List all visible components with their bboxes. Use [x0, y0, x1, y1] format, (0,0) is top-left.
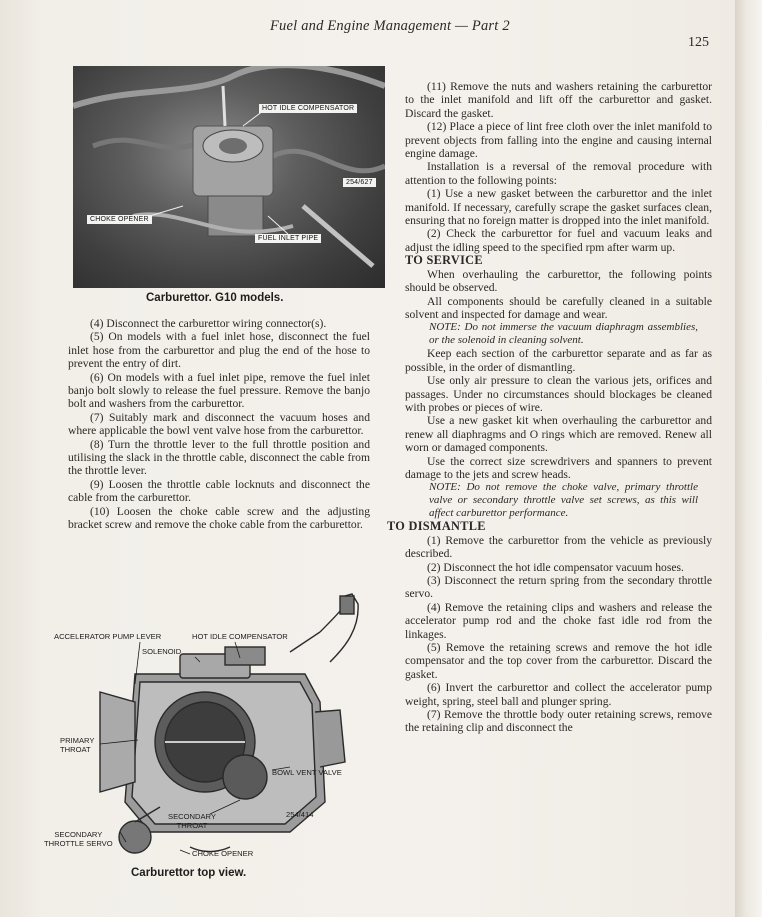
dismantle-step: (6) Invert the carburettor and collect the accelerator pump weight, spring, steel ball and plunger spring. [405, 681, 712, 708]
step-paragraph: (4) Disconnect the carburettor wiring connector(s). [90, 317, 327, 330]
service-paragraph: All components should be carefully cleaned in a suitable solvent and inspected for damage and wear. [405, 294, 712, 321]
diagram-label-secondary-throat: SECONDARY THROAT [168, 812, 216, 830]
install-intro: Installation is a reversal of the removal procedure with attention to the following points: [405, 160, 712, 187]
dismantle-step: (5) Remove the retaining screws and remove the hot idle compensator and the top cover from the carburettor. Discard the gasket. [405, 641, 712, 681]
service-paragraph: Keep each section of the carburettor separate and as far as possible, in the order of dismantling. [405, 347, 712, 374]
step-paragraph: (10) Loosen the choke cable screw and the adjusting bracket screw and remove the choke cable from the carburettor. [68, 504, 370, 532]
diagram-label-primary-throat: PRIMARY THROAT [60, 736, 95, 754]
step-paragraph: (5) On models with a fuel inlet hose, disconnect the fuel inlet hose from the carburettor and plug the end of the hose to prevent the entry of dirt. [68, 330, 370, 371]
step-paragraph: (7) Suitably mark and disconnect the vacuum hoses and where applicable the bowl vent valve hose from the carburettor. [68, 410, 370, 438]
step-paragraph: (6) On models with a fuel inlet pipe, remove the fuel inlet banjo bolt slowly to release the fuel pressure. Remove the banjo bolt and washers from the carburettor. [68, 370, 370, 411]
diagram-label-hot-idle: HOT IDLE COMPENSATOR [192, 632, 288, 641]
carburettor-photo [73, 66, 385, 288]
photo-caption: Carburettor. G10 models. [146, 292, 284, 304]
page-number: 125 [688, 35, 709, 50]
carburettor-diagram [40, 592, 370, 864]
left-column [68, 317, 370, 532]
note-cleaning: NOTE: Do not immerse the vacuum diaphragm assemblies, or the solenoid in cleaning solvent. [429, 321, 698, 347]
dismantle-step: (7) Remove the throttle body outer retaining screws, remove the retaining clip and disconnect the [405, 708, 712, 735]
install-point: (1) Use a new gasket between the carburettor and the inlet manifold. If necessary, carefully scrape the gasket surfaces clean, ensuring that no foreign matter is dropped into the inlet manifold. [405, 187, 712, 228]
photo-label-fuel-pipe: FUEL INLET PIPE [255, 234, 321, 243]
step-paragraph: (11) Remove the nuts and washers retaining the carburettor to the inlet manifold and lift off the carburettor and gasket. Discard the gasket. [405, 80, 712, 120]
photo-label-hot-idle: HOT IDLE COMPENSATOR [259, 104, 357, 113]
dismantle-step: (1) Remove the carburettor from the vehicle as previously described. [405, 533, 712, 561]
diagram-caption: Carburettor top view. [131, 867, 247, 879]
service-paragraph: Use a new gasket kit when overhauling the carburettor and renew all diaphragms and O rings which are removed. Renew all worn or damaged components. [405, 414, 712, 455]
photo-ref-number: 254/627 [343, 178, 376, 187]
service-paragraph: Use the correct size screwdrivers and spanners to prevent damage to the jets and screw heads. [405, 454, 712, 481]
service-paragraph: When overhauling the carburettor, the following points should be observed. [405, 267, 712, 295]
dismantle-heading: TO DISMANTLE [387, 519, 486, 534]
diagram-label-accel-pump: ACCELERATOR PUMP LEVER [54, 632, 162, 641]
diagram-label-bowl-vent: BOWL VENT VALVE [272, 768, 342, 777]
install-point: (2) Check the carburettor for fuel and vacuum leaks and adjust the idling speed to the specified rpm after warm up. [405, 227, 712, 254]
step-paragraph: (8) Turn the throttle lever to the full throttle position and utilising the slack in the throttle cable, disconnect the cable from the throttle lever. [68, 437, 370, 478]
diagram-ref-number: 254/414 [286, 810, 314, 819]
dismantle-step: (2) Disconnect the hot idle compensator vacuum hoses. [427, 560, 684, 574]
dismantle-step: (4) Remove the retaining clips and washers and release the accelerator pump rod and the choke fast idle rod from the linkages. [405, 600, 712, 641]
photo-label-choke: CHOKE OPENER [87, 215, 152, 224]
service-heading: TO SERVICE [405, 253, 483, 268]
step-paragraph: (12) Place a piece of lint free cloth over the inlet manifold to prevent objects from falling into the engine and causing internal engine damage. [405, 120, 712, 161]
note-valves: NOTE: Do not remove the choke valve, primary throttle valve or secondary throttle valve set screws, as this will affect carburettor performance. [429, 481, 698, 520]
diagram-label-choke: CHOKE OPENER [192, 849, 254, 858]
page-edge [735, 0, 762, 917]
running-title: Fuel and Engine Management — Part 2 [270, 18, 510, 34]
dismantle-step: (3) Disconnect the return spring from the secondary throttle servo. [405, 574, 712, 601]
service-paragraph: Use only air pressure to clean the various jets, orifices and passages. Under no circumstances should blockages be cleaned with probes or pieces of wire. [405, 374, 712, 414]
step-paragraph: (9) Loosen the throttle cable locknuts and disconnect the cable from the carburettor. [68, 477, 370, 505]
right-column [387, 80, 712, 735]
diagram-label-secondary-servo: SECONDARY THROTTLE SERVO [44, 830, 113, 848]
diagram-label-solenoid: SOLENOID [142, 647, 182, 656]
photo-illustration [73, 66, 385, 288]
